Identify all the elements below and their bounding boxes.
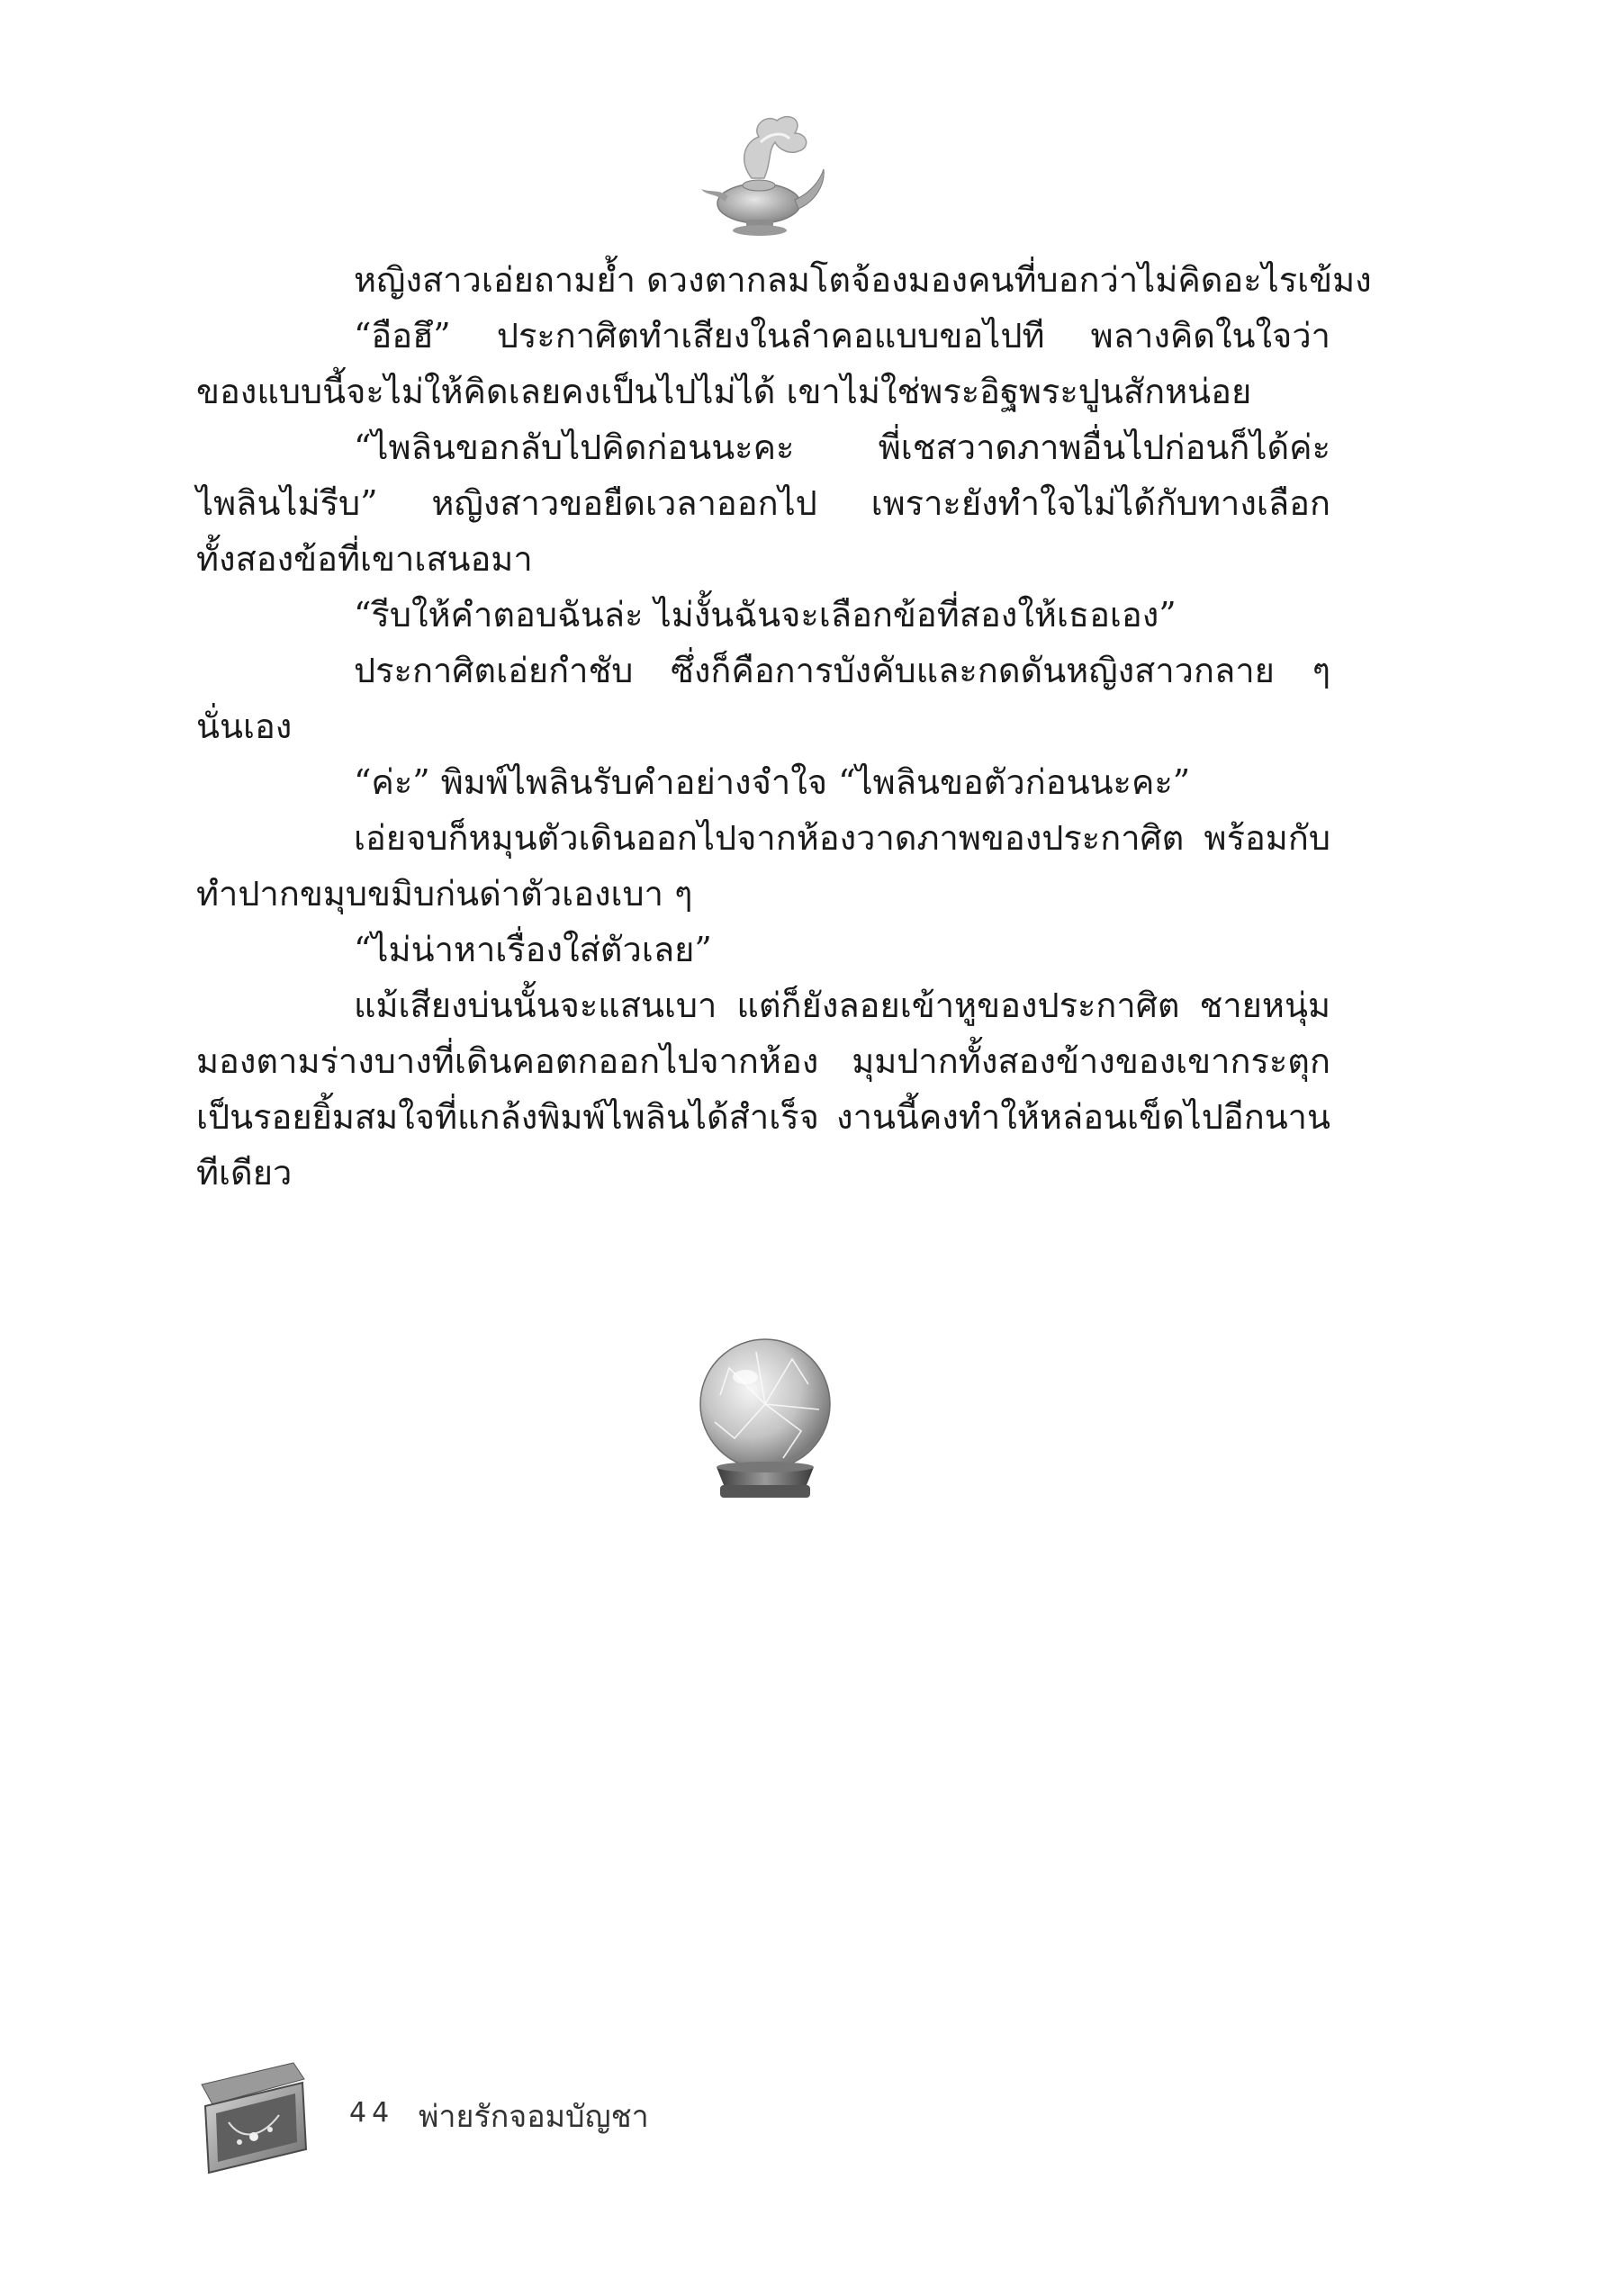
genie-lamp-icon (689, 106, 833, 241)
text-line: เอ่ยจบก็หมุนตัวเดินออกไปจากห้องวาดภาพของประกาศิต พร้อมกับ (354, 818, 1330, 858)
text-line: ประกาศิตเอ่ยกำชับ ซึ่งก็คือการบังคับและกดดันหญิงสาวกลาย ๆ (354, 651, 1330, 690)
text-line: ทำปากขมุบขมิบก่นด่าตัวเองเบา ๆ (196, 874, 693, 914)
text-line: ของแบบนี้จะไม่ให้คิดเลยคงเป็นไปไม่ได้ เขาไม่ใช่พระอิฐพระปูนสักหน่อย (196, 372, 1252, 411)
text-line: หญิงสาวเอ่ยถามย้ำ ดวงตากลมโตจ้องมองคนที่บอกว่าไม่คิดอะไรเข้มง (354, 260, 1372, 300)
text-line: “ไพลินขอกลับไปคิดก่อนนะคะ พี่เชสวาดภาพอื่นไปก่อนก็ได้ค่ะ (354, 428, 1330, 467)
text-line: แม้เสียงบ่นนั้นจะแสนเบา แต่ก็ยังลอยเข้าหูของประกาศิต ชายหนุ่ม (354, 986, 1330, 1025)
jewelry-box-icon (196, 2059, 309, 2176)
body-text (196, 252, 1372, 1201)
text-line: “ค่ะ” พิมพ์ไพลินรับคำอย่างจำใจ “ไพลินขอตัวก่อนนะคะ” (354, 762, 1191, 802)
crystal-ball-icon (693, 1332, 837, 1512)
page-number: 44 (349, 2097, 395, 2129)
text-line: ทีเดียว (196, 1153, 293, 1193)
text-line: “รีบให้คำตอบฉันล่ะ ไม่งั้นฉันจะเลือกข้อที่สองให้เธอเอง” (354, 595, 1177, 635)
text-line: มองตามร่างบางที่เดินคอตกออกไปจากห้อง มุมปากทั้งสองข้างของเขากระตุก (196, 1041, 1330, 1081)
book-title: พ่ายรักจอมบัญชา (419, 2099, 649, 2135)
page-footer (196, 2059, 826, 2176)
text-line: “ไม่น่าหาเรื่องใส่ตัวเลย” (354, 930, 712, 969)
text-line: เป็นรอยยิ้มสมใจที่แกล้งพิมพ์ไพลินได้สำเร็จ งานนี้คงทำให้หล่อนเข็ดไปอีกนาน (196, 1097, 1330, 1137)
text-line: นั่นเอง (196, 707, 293, 746)
text-line: “อือฮึ” ประกาศิตทำเสียงในลำคอแบบขอไปที พลางคิดในใจว่า (354, 316, 1330, 356)
text-line: ไพลินไม่รีบ” หญิงสาวขอยืดเวลาออกไป เพราะยังทำใจไม่ได้กับทางเลือก (196, 483, 1330, 523)
text-line: ทั้งสองข้อที่เขาเสนอมา (196, 539, 533, 579)
